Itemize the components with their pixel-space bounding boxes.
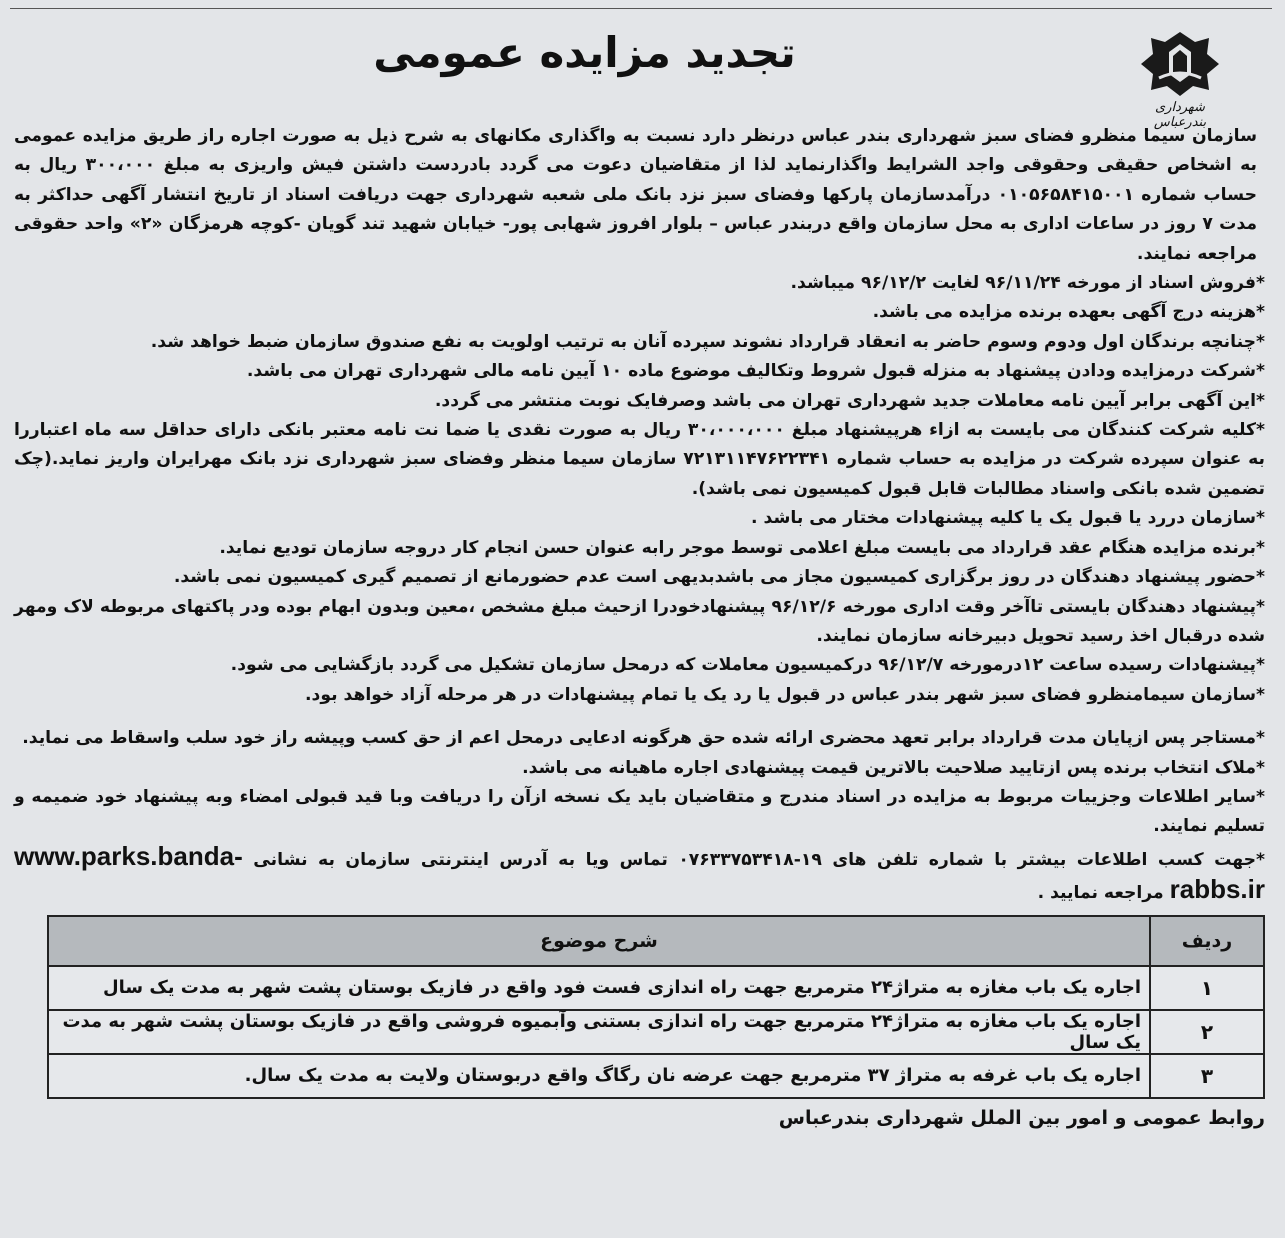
row-description: اجاره یک باب مغازه به متراژ۲۴ مترمربع جهت راه اندازی بستنی وآبمیوه فروشی واقع در فازیک بوستان پشت شهر به مدت یک سال <box>48 1010 1150 1054</box>
row-number: ۲ <box>1150 1010 1264 1054</box>
row-number: ۱ <box>1150 966 1264 1010</box>
contact-paragraph <box>14 842 1265 909</box>
page-title: تجدید مزایده عمومی <box>373 28 796 77</box>
list-item: *هزینه درج آگهی بعهده برنده مزایده می باشد. <box>872 302 1265 323</box>
list-item: *چنانچه برندگان اول ودوم وسوم حاضر به انعقاد قرارداد نشوند سپرده آنان به ترتیب اولویت به نفع صندوق سازمان ضبط خواهد شد. <box>150 331 1265 352</box>
conditions-list-2 <box>14 724 1265 842</box>
contact-text-end: مراجعه نمایید . <box>1037 883 1164 904</box>
header-row-number: ردیف <box>1150 916 1264 966</box>
list-item: *پیشنهادات رسیده ساعت ۱۲درمورخه ۹۶/۱۲/۷ درکمیسیون معاملات که درمحل سازمان تشکیل می گردد بازگشایی می شود. <box>230 655 1265 676</box>
intro-paragraph: سازمان سیما منظرو فضای سبز شهرداری بندر عباس درنظر دارد نسبت به واگذاری مکانهای به شرح ذیل به صورت اجاره راز طریق مزایده عمومی به اشخاص حقیقی وحقوقی واجد الشرایط واگذارنماید لذا از متقاضیان دعوت می گردد بادردست داشتن فیش واریزی به مبلغ ۳۰۰،۰۰۰ ریال به حساب شماره ۰۱۰۵۶۵۸۴۱۵۰۰۱ درآمدسازمان پارکها وفضای سبز نزد بانک ملی شعبه شهرداری جهت دریافت اسناد از تاریخ انتشار آگهی حداکثر به مدت ۷ روز در ساعات اداری به محل سازمان واقع دربندر عباس – بلوار افروز شهابی پور- خیابان شهید تند گویان -کوچه هرمزگان «۲» واحد حقوقی مراجعه نمایند. <box>14 126 1258 264</box>
row-description: اجاره یک باب غرفه به متراژ ۳۷ مترمربع جهت عرضه نان رگاگ واقع دربوستان ولایت به مدت یک سال. <box>48 1054 1150 1098</box>
row-description: اجاره یک باب مغازه به متراژ۲۴ مترمربع جهت راه اندازی فست فود واقع در فازیک بوستان پشت شهر به مدت یک سال <box>48 966 1150 1010</box>
table-row <box>48 1010 1264 1054</box>
table-row <box>48 1054 1264 1098</box>
notice-body <box>14 122 1265 909</box>
row-number: ۳ <box>1150 1054 1264 1098</box>
list-item: *سازمان سیمامنظرو فضای سبز شهر بندر عباس در قبول یا رد یک یا تمام پیشنهادات در هر مرحله آزاد خواهد بود. <box>304 684 1265 705</box>
list-item: *شرکت درمزایده ودادن پیشنهاد به منزله قبول شروط وتکالیف موضوع ماده ۱۰ آیین نامه مالی شهرداری تهران می باشد. <box>246 361 1265 382</box>
logo-caption: شهرداری بندرعباس <box>1153 100 1207 130</box>
table-header-row <box>48 916 1264 966</box>
list-item: *مستاجر پس ازپایان مدت قرارداد برابر تعهد محضری ارائه شده حق هرگونه ادعایی درمحل اعم از حق کسب وپیشه راز خود سلب واسقاط می نماید. <box>22 728 1265 749</box>
list-item: *حضور پیشنهاد دهندگان در روز برگزاری کمیسیون مجاز می باشدبدیهی است عدم حضورمانع از تصمیم گیری کمیسیون نمی باشد. <box>173 567 1265 588</box>
list-item: *پیشنهاد دهندگان بایستی تاآخر وقت اداری مورخه ۹۶/۱۲/۶ پیشنهادخودرا ازحیث مبلغ مشخص ،معین وبدون ابهام بوده ودر پاکتهای مربوطه لاک ومهر شده درقبال اخذ رسید تحویل دبیرخانه سازمان نمایند. <box>14 596 1265 646</box>
website-link[interactable]: www.parks.banda-rabbs.ir <box>14 840 1265 905</box>
footer-signature: روابط عمومی و امور بین الملل شهرداری بندرعباس <box>778 1106 1265 1129</box>
table-row <box>48 966 1264 1010</box>
list-item: *برنده مزایده هنگام عقد قرارداد می بایست مبلغ اعلامی توسط موجر رابه عنوان حسن انجام کار دروجه سازمان تودیع نماید. <box>219 537 1265 558</box>
lease-items-table <box>47 915 1265 1099</box>
header <box>14 0 1265 130</box>
header-description: شرح موضوع <box>48 916 1150 966</box>
list-item: *کلیه شرکت کنندگان می بایست به ازاء هرپیشنهاد مبلغ ۳۰،۰۰۰،۰۰۰ ریال به صورت نقدی یا ضما نت نامه معتبر بانکی دارای حداقل سه ماه اعتباررا به عنوان سپرده شرکت در مزایده به حساب شماره ۷۲۱۳۱۱۴۷۶۲۲۳۴۱ سازمان سیما منظر وفضای سبز شهرداری نزد بانک مهرایران واریز نماید.(چک تضمین شده بانکی واسناد مطالبات قابل قبول کمیسیون نمی باشد). <box>14 420 1265 499</box>
spacer <box>14 710 1265 724</box>
list-item: *این آگهی برابر آیین نامه معاملات جدید شهرداری تهران می باشد وصرفایک نوبت منتشر می گردد. <box>434 390 1265 411</box>
list-item: *سایر اطلاعات وجزییات مربوط به مزایده در اسناد مندرج و متقاضیان باید یک نسخه ازآن را دریافت وبا قید قبولی امضاء وبه پیشنهاد خود ضمیمه و تسلیم نمایند. <box>14 786 1265 837</box>
list-item: *ملاک انتخاب برنده پس ازتایید صلاحیت بالاترین قیمت پیشنهادی اجاره ماهیانه می باشد. <box>522 757 1265 778</box>
list-item: *سازمان دررد یا قبول یک یا کلیه پیشنهادات مختار می باشد . <box>751 508 1265 529</box>
list-item: *فروش اسناد از مورخه ۹۶/۱۱/۲۴ لغایت ۹۶/۱۲/۲ میباشد. <box>790 273 1265 294</box>
conditions-list <box>14 269 1265 710</box>
contact-text: *جهت کسب اطلاعات بیشتر با شماره تلفن های ۱۹-۰۷۶۳۳۷۵۳۴۱۸ تماس ویا به آدرس اینترنتی سازمان به نشانی <box>253 849 1265 870</box>
